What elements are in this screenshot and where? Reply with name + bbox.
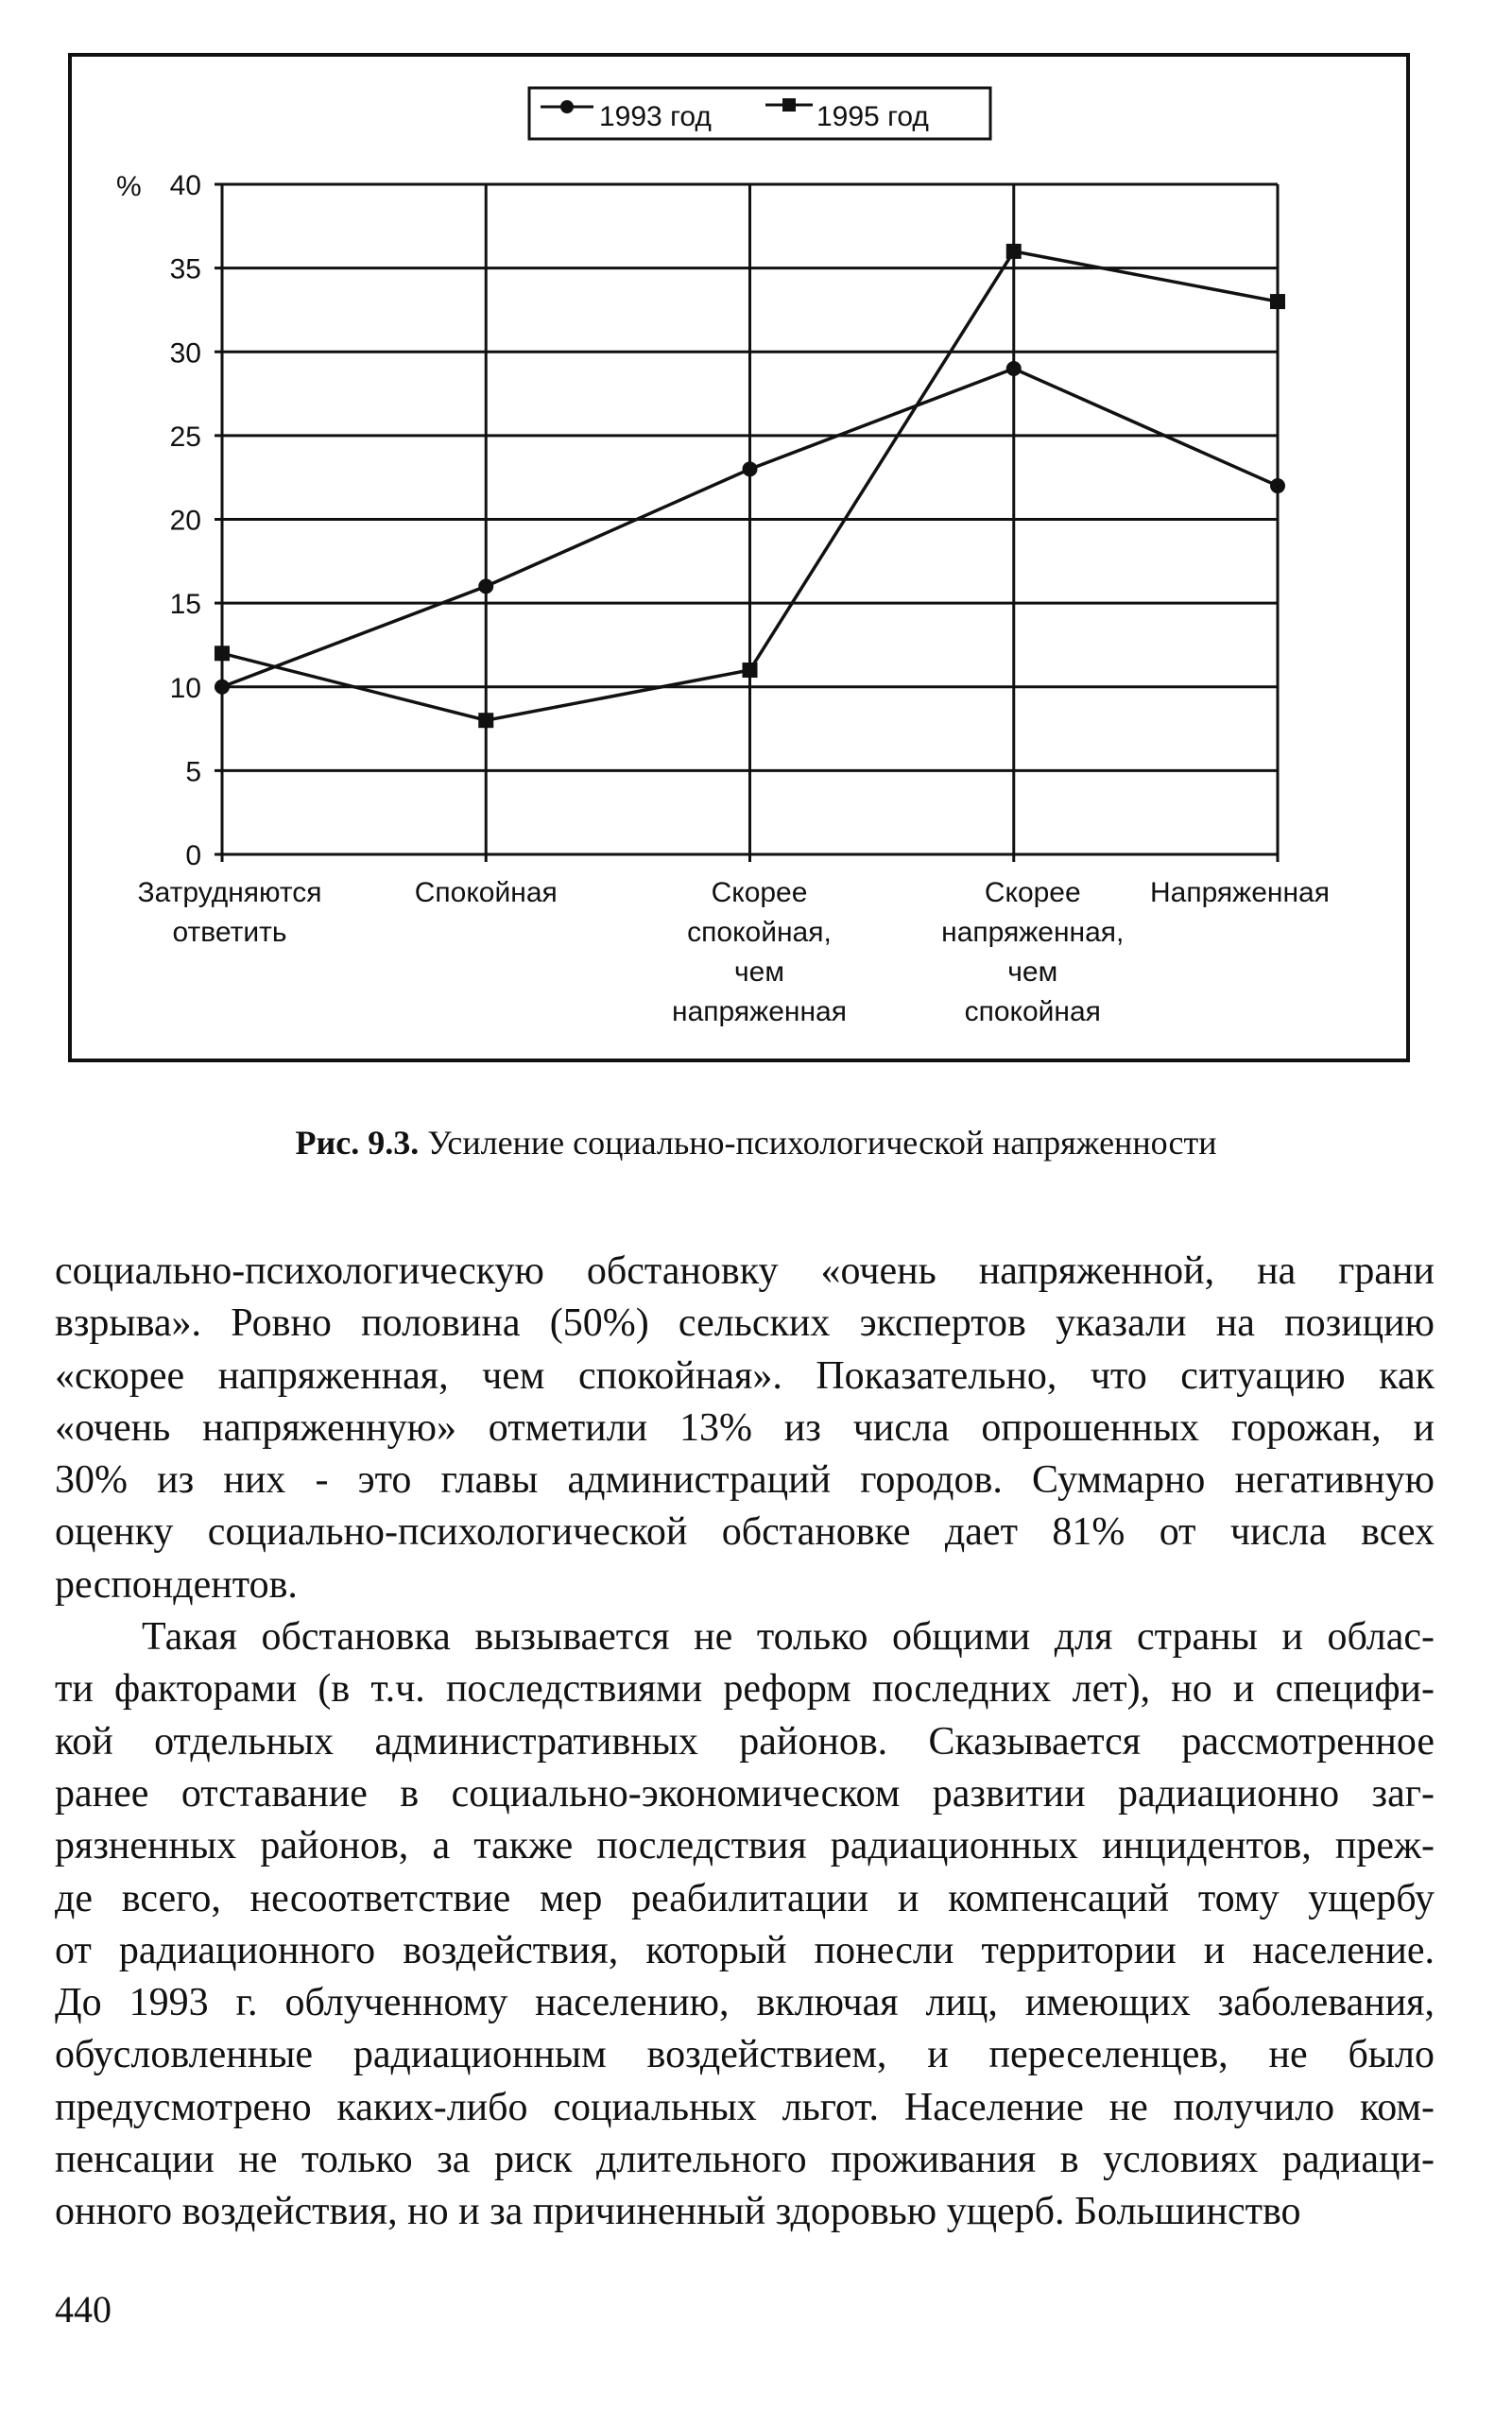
y-tick-label: 10	[169, 672, 201, 704]
text-line: ти факторами (в т.ч. последствиями реформ последних лет), но и специфи-	[55, 1667, 1435, 1712]
text-line: де всего, несоответствие мер реабилитации и компенсаций тому ущербу	[55, 1876, 1435, 1920]
chart-frame	[68, 53, 1410, 1062]
text-line: «очень напряженную» отметили 13% из числа опрошенных горожан, и	[55, 1405, 1435, 1450]
body-text	[55, 1246, 1435, 2239]
page-number: 440	[55, 2288, 112, 2331]
data-point-circle	[743, 461, 758, 476]
figure-caption	[0, 1123, 1512, 1162]
x-tick-label: напряженная,	[941, 917, 1125, 948]
y-tick-label: 25	[169, 421, 201, 453]
data-point-square	[1270, 294, 1285, 309]
text-line: До 1993 г. облученному населению, включая лиц, имеющих заболевания,	[55, 1981, 1435, 2025]
line-chart	[72, 57, 1406, 1059]
legend-label: 1993 год	[599, 101, 712, 132]
figure-label: Рис. 9.3.	[295, 1124, 420, 1162]
text-line: пенсации не только за риск длительного проживания в условиях радиаци-	[55, 2138, 1435, 2182]
y-tick-label: 20	[169, 505, 201, 537]
text-line: предусмотрено каких-либо социальных льгот. Население не получило ком-	[55, 2085, 1435, 2129]
x-tick-label: Спокойная	[414, 877, 558, 908]
data-point-square	[215, 646, 230, 661]
x-tick-label: чем	[734, 956, 784, 988]
data-point-circle	[1006, 361, 1022, 376]
y-tick-label: 0	[185, 840, 201, 871]
legend-marker-square	[782, 98, 796, 112]
data-point-square	[743, 663, 758, 678]
text-line: респондентов.	[55, 1562, 298, 1607]
x-tick-label: Напряженная	[1149, 877, 1331, 908]
x-tick-label: чем	[1007, 956, 1058, 988]
text-line: от радиационного воздействия, который понесли территории и население.	[55, 1928, 1435, 1972]
text-line: обусловленные радиационным воздействием, и переселенцев, не было	[55, 2033, 1435, 2077]
y-tick-label: 30	[169, 337, 201, 370]
y-tick-label: 40	[169, 170, 201, 201]
x-tick-label: Скорее	[711, 877, 808, 908]
text-line: онного воздействия, но и за причиненный здоровью ущерб. Большинство	[55, 2190, 1301, 2234]
data-point-circle	[478, 578, 493, 594]
text-line: Такая обстановка вызывается не только общими для страны и облас-	[142, 1615, 1435, 1660]
x-tick-label: спокойная,	[687, 917, 832, 948]
legend-marker-circle	[560, 100, 574, 113]
x-tick-label: спокойная	[964, 996, 1101, 1027]
text-line: рязненных районов, а также последствия радиационных инцидентов, преж-	[55, 1824, 1435, 1868]
figure-title: Усиление социально-психологической напряженности	[419, 1124, 1217, 1162]
y-tick-label: 35	[169, 253, 201, 285]
x-tick-label: ответить	[172, 917, 287, 948]
data-point-square	[1006, 244, 1022, 259]
legend-label: 1995 год	[816, 101, 929, 132]
x-tick-label: Затрудняются	[137, 877, 322, 908]
text-line: взрыва». Ровно половина (50%) сельских экспертов указали на позицию	[55, 1301, 1435, 1346]
x-tick-label: Скорее	[984, 877, 1081, 908]
text-line: оценку социально-психологической обстановке дает 81% от числа всех	[55, 1510, 1435, 1555]
text-line: «скорее напряженная, чем спокойная». Показательно, что ситуацию как	[55, 1353, 1435, 1398]
data-point-circle	[1270, 478, 1285, 493]
y-tick-label: 15	[169, 589, 201, 621]
data-point-square	[478, 713, 493, 728]
y-tick-label: 5	[185, 756, 201, 788]
x-tick-label: напряженная	[672, 996, 847, 1027]
text-line: социально-психологическую обстановку «очень напряженной, на грани	[55, 1249, 1435, 1293]
y-axis-label: %	[116, 171, 142, 202]
text-line: ранее отставание в социально-экономическом развитии радиационно заг-	[55, 1771, 1435, 1816]
text-line: 30% из них - это главы администраций городов. Суммарно негативную	[55, 1458, 1435, 1503]
data-point-circle	[215, 680, 230, 695]
text-line: кой отдельных административных районов. Сказывается рассмотренное	[55, 1719, 1435, 1764]
